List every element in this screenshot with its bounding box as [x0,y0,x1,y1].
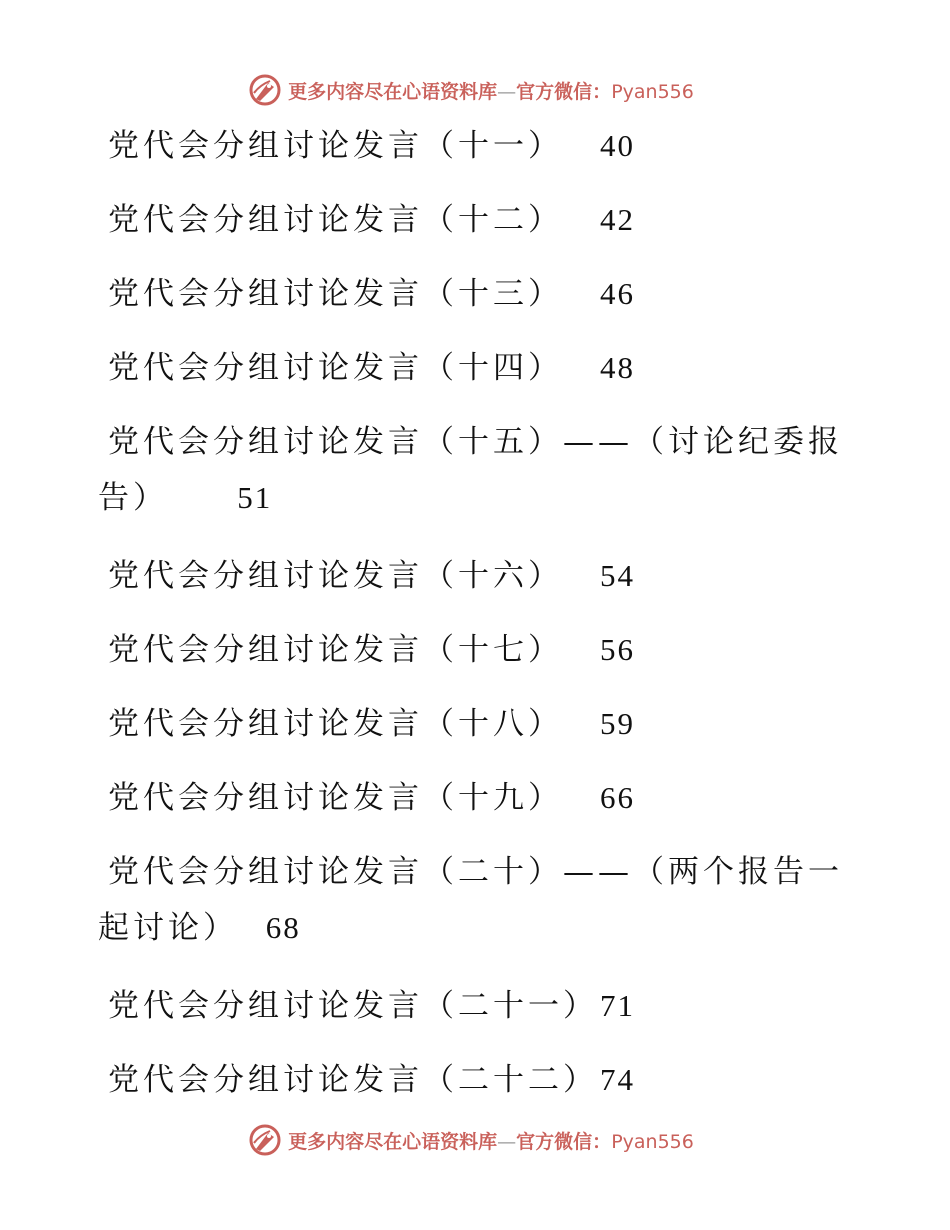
toc-entry-page: 51 [237,480,273,515]
toc-entry[interactable] [0,266,950,340]
toc-entry-page: 66 [600,780,635,815]
toc-entry-title-cont: 告） [98,480,168,516]
toc-entry-title: 党代会分组讨论发言（十九） [108,780,563,816]
pen-nib-logo-icon [248,1123,282,1157]
banner-text [288,77,694,104]
toc-entry[interactable] [0,844,950,978]
toc-entry-title: 党代会分组讨论发言（十二） [108,202,563,238]
table-of-contents [0,118,950,1126]
toc-entry-page: 48 [600,350,635,385]
toc-entry-page: 56 [600,632,635,667]
toc-entry-title: 党代会分组讨论发言（二十二） [108,1062,598,1098]
footer-banner [0,1120,950,1160]
banner-site-name: 更多内容尽在心语资料库 [288,1130,498,1153]
toc-entry-page: 71 [600,988,635,1023]
toc-entry-title: 党代会分组讨论发言（二十一） [108,988,598,1024]
toc-entry[interactable] [0,414,950,548]
banner-wechat-id: Pyan556 [611,1130,694,1153]
banner-wechat-label: 官方微信： [516,1130,612,1153]
toc-entry-title-line2 [98,900,301,956]
toc-entry[interactable] [0,340,950,414]
banner-separator: — [497,1130,517,1153]
toc-entry[interactable] [0,696,950,770]
toc-entry-page: 40 [600,128,635,163]
footer-banner-content [248,1123,694,1157]
toc-entry[interactable] [0,1052,950,1126]
header-banner [0,70,950,110]
banner-text [288,1127,694,1154]
toc-entry-title: 党代会分组讨论发言（十四） [108,350,563,386]
toc-entry[interactable] [0,622,950,696]
banner-wechat-label: 官方微信： [516,80,612,103]
toc-entry-title: 党代会分组讨论发言（十七） [108,632,563,668]
toc-entry-title-line2 [98,470,272,526]
toc-entry-title: 党代会分组讨论发言（十一） [108,128,563,164]
toc-entry-title-line1: 党代会分组讨论发言（二十）——（两个报告一 [108,854,843,890]
banner-site-name: 更多内容尽在心语资料库 [288,80,498,103]
toc-entry-title-cont: 起讨论） [98,910,238,946]
toc-entry-page: 42 [600,202,635,237]
toc-entry[interactable] [0,548,950,622]
toc-entry[interactable] [0,978,950,1052]
toc-entry-page: 46 [600,276,635,311]
banner-wechat-id: Pyan556 [611,80,694,103]
toc-entry[interactable] [0,770,950,844]
toc-entry-title: 党代会分组讨论发言（十三） [108,276,563,312]
toc-entry-title-line1: 党代会分组讨论发言（十五）——（讨论纪委报 [108,424,843,460]
toc-entry-page: 74 [600,1062,635,1097]
toc-entry-page: 68 [265,910,301,945]
toc-entry-page: 54 [600,558,635,593]
banner-separator: — [497,80,517,103]
toc-entry[interactable] [0,192,950,266]
toc-entry-page: 59 [600,706,635,741]
toc-entry-title: 党代会分组讨论发言（十八） [108,706,563,742]
toc-entry[interactable] [0,118,950,192]
pen-nib-logo-icon [248,73,282,107]
header-banner-content [248,73,694,107]
toc-entry-title: 党代会分组讨论发言（十六） [108,558,563,594]
